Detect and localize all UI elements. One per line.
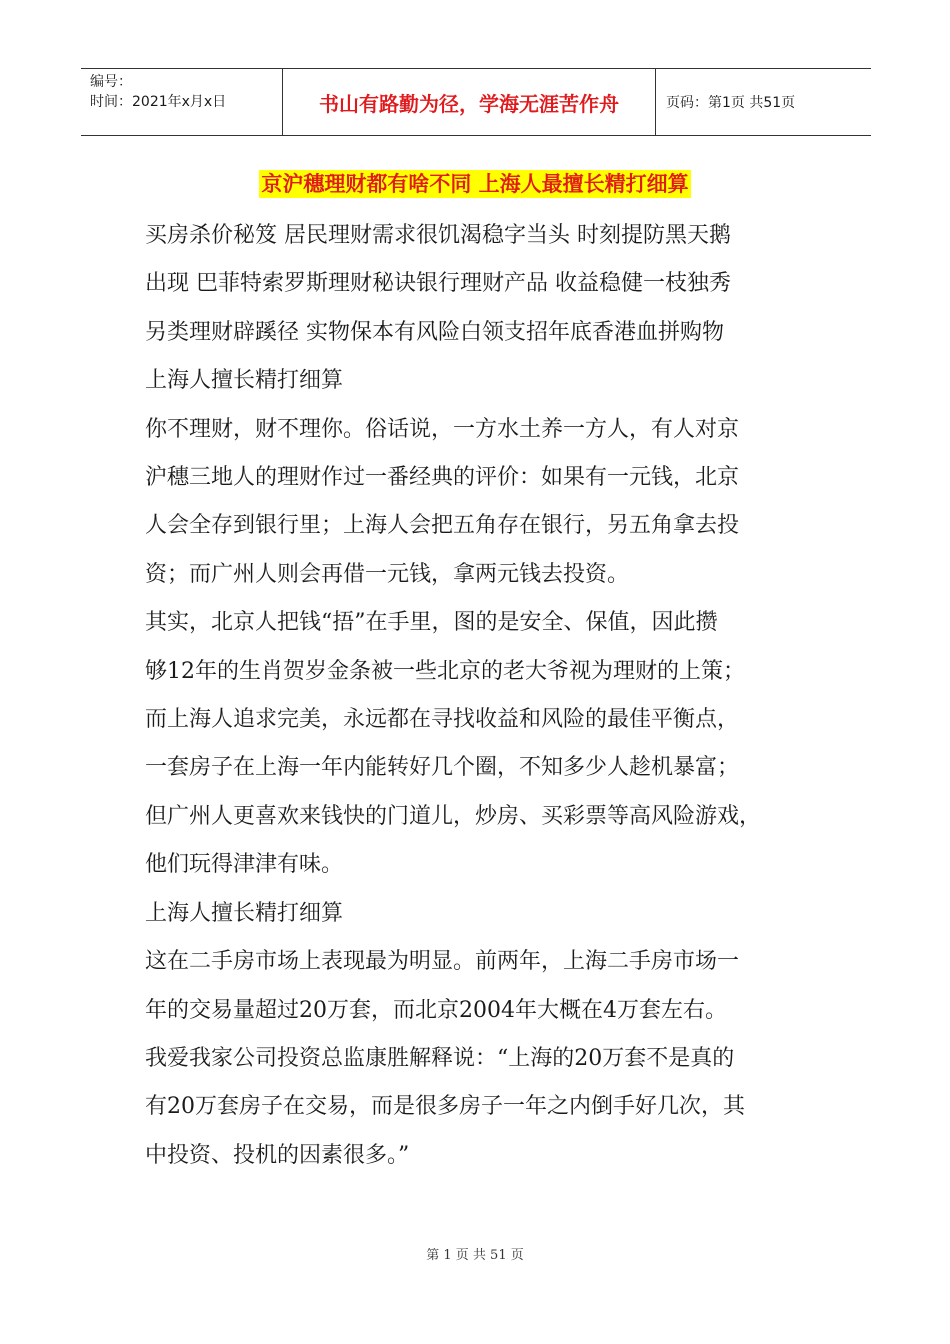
section-heading: 上海人擅长精打细算 bbox=[145, 368, 344, 394]
body-line: 其实，北京人把钱“捂”在手里，图的是安全、保值，因此攒 bbox=[145, 610, 718, 636]
body-line: 他们玩得津津有味。 bbox=[145, 852, 344, 878]
document-title: 京沪穗理财都有啥不同 上海人最擅长精打细算 bbox=[261, 172, 689, 196]
header-motto: 书山有路勤为径，学海无涯苦作舟 bbox=[283, 69, 656, 135]
document-body bbox=[145, 212, 810, 1180]
body-line: 另类理财辟蹊径 实物保本有风险白领支招年底香港血拼购物 bbox=[145, 319, 724, 345]
body-line: 中投资、投机的因素很多。” bbox=[145, 1142, 410, 1168]
body-line: 沪穗三地人的理财作过一番经典的评价：如果有一元钱，北京 bbox=[145, 465, 740, 491]
body-line: 有20万套房子在交易，而是很多房子一年之内倒手好几次，其 bbox=[145, 1094, 745, 1120]
page-header bbox=[81, 68, 871, 136]
body-line: 这在二手房市场上表现最为明显。前两年，上海二手房市场一 bbox=[145, 949, 740, 975]
body-line: 你不理财，财不理你。俗话说，一方水土养一方人，有人对京 bbox=[145, 416, 740, 442]
body-line: 出现 巴菲特索罗斯理财秘诀银行理财产品 收益稳健一枝独秀 bbox=[145, 271, 731, 297]
section-heading: 上海人擅长精打细算 bbox=[145, 900, 344, 926]
document-date: 时间：2021年x月x日 bbox=[90, 94, 227, 110]
body-line: 买房杀价秘笈 居民理财需求很饥渴稳字当头 时刻提防黑天鹅 bbox=[145, 223, 731, 248]
page-footer: 第 1 页 共 51 页 bbox=[426, 1248, 524, 1263]
body-line: 我爱我家公司投资总监康胜解释说：“上海的20万套不是真的 bbox=[145, 1045, 735, 1071]
header-meta bbox=[81, 69, 283, 135]
body-line: 而上海人追求完美，永远都在寻找收益和风险的最佳平衡点， bbox=[145, 707, 740, 733]
body-line: 一套房子在上海一年内能转好几个圈，不知多少人趁机暴富； bbox=[145, 755, 740, 781]
body-line: 但广州人更喜欢来钱快的门道儿，炒房、买彩票等高风险游戏， bbox=[145, 803, 762, 829]
header-page-info: 页码：第1页 共51页 bbox=[666, 95, 796, 111]
body-line: 资；而广州人则会再借一元钱，拿两元钱去投资。 bbox=[145, 561, 630, 587]
body-line: 年的交易量超过20万套，而北京2004年大概在4万套左右。 bbox=[145, 997, 727, 1023]
body-line: 够12年的生肖贺岁金条被一些北京的老大爷视为理财的上策； bbox=[145, 658, 745, 684]
document-title-wrap bbox=[0, 168, 950, 198]
body-line: 人会全存到银行里；上海人会把五角存在银行，另五角拿去投 bbox=[145, 513, 740, 539]
document-number: 编号： bbox=[90, 74, 132, 90]
